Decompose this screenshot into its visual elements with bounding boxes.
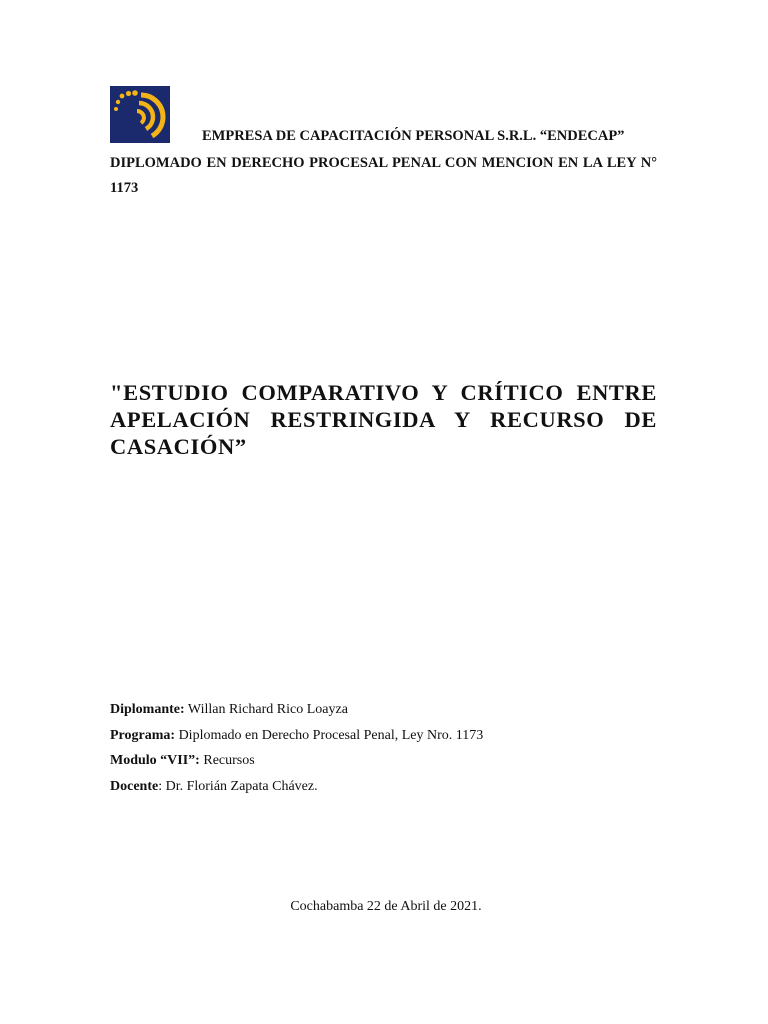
programa-row: [110, 723, 483, 749]
docente-label: Docente: [110, 778, 159, 794]
docente-value: : Dr. Florián Zapata Chávez.: [158, 778, 318, 794]
diplomado-heading: DIPLOMADO EN DERECHO PROCESAL PENAL CON MENCION EN LA LEY N° 1173: [110, 155, 657, 196]
docente-row: [110, 774, 483, 800]
document-date: Cochabamba 22 de Abril de 2021.: [290, 899, 482, 914]
author-info-block: [110, 697, 483, 799]
modulo-value: Recursos: [199, 753, 255, 768]
modulo-label: Modulo “VII”:: [110, 753, 200, 768]
company-name: EMPRESA DE CAPACITACIÓN PERSONAL S.R.L. “ENDECAP”: [202, 128, 625, 144]
diplomante-label: Diplomante:: [110, 702, 185, 717]
company-logo: [110, 86, 170, 143]
programa-label: Programa:: [110, 727, 176, 743]
endecap-logo-icon: [110, 86, 170, 143]
diplomante-value: Willan Richard Rico Loayza: [184, 702, 348, 717]
modulo-row: [110, 748, 483, 774]
diplomante-row: [110, 697, 483, 723]
programa-value: Diplomado en Derecho Procesal Penal, Ley Nro. 1173: [175, 727, 484, 743]
document-title: "ESTUDIO COMPARATIVO Y CRÍTICO ENTRE APELACIÓN RESTRINGIDA Y RECURSO DE CASACIÓN”: [110, 380, 657, 459]
